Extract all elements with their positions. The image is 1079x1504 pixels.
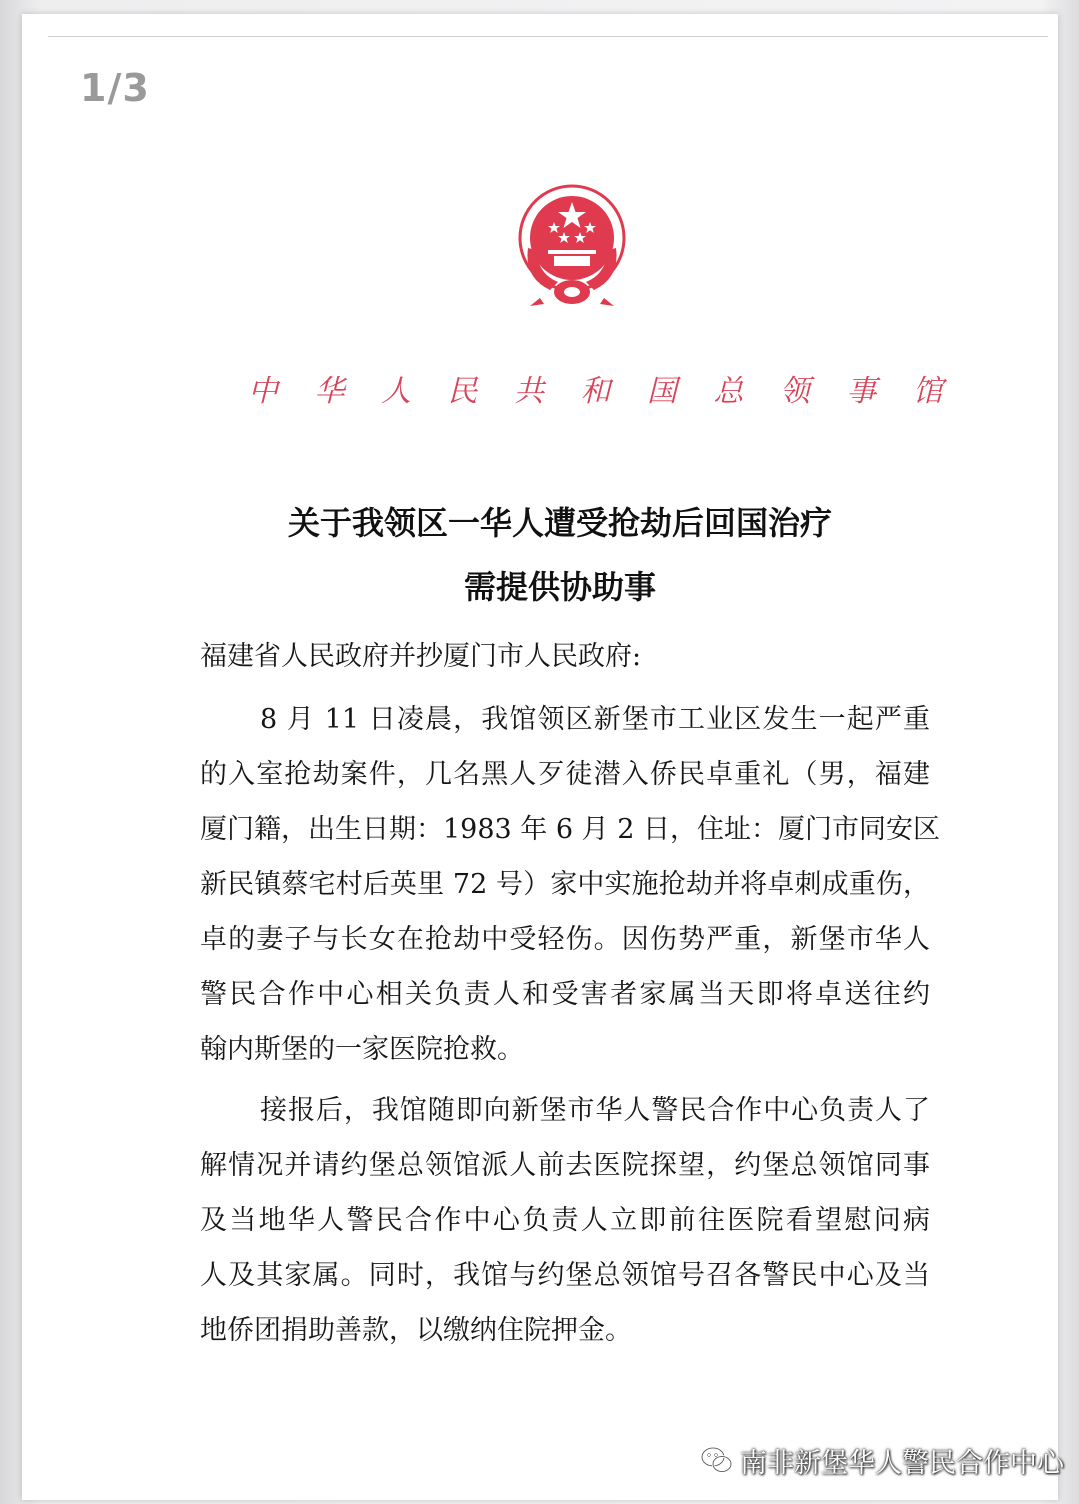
paragraph-2 [200,1083,930,1358]
paragraph-line: 的入室抢劫案件，几名黑人歹徒潜入侨民卓重礼（男，福建 [200,759,930,790]
paragraph-line: 解情况并请约堡总领馆派人前去医院探望，约堡总领馆同事 [200,1150,930,1181]
paragraph-line: 新民镇蔡宅村后英里 72 号）家中实施抢劫并将卓刺成重伤， [200,869,930,900]
paragraph-line: 8 月 11 日凌晨，我馆领区新堡市工业区发生一起严重 [260,704,930,735]
paragraph-line: 地侨团捐助善款，以缴纳住院押金。 [200,1315,632,1346]
document-title-line1: 关于我领区一华人遭受抢劫后回国治疗 [287,504,832,542]
paragraph-line: 人及其家属。同时，我馆与约堡总领馆号召各警民中心及当 [200,1260,930,1291]
consulate-letterhead: 中华人民共和国总领事馆 [248,374,980,409]
wechat-watermark [700,1438,1064,1482]
paragraph-line: 厦门籍，出生日期：1983 年 6 月 2 日，住址：厦门市同安区 [200,814,940,845]
watermark-text: 南非新堡华人警民合作中心 [740,1447,1064,1479]
paragraph-line: 警民合作中心相关负责人和受害者家属当天即将卓送往约 [200,979,930,1010]
paragraph-line: 及当地华人警民合作中心负责人立即前往医院看望慰问病 [200,1205,930,1236]
page-edge-line [48,36,1048,37]
national-emblem-icon [510,178,634,310]
paragraph-line: 卓的妻子与长女在抢劫中受轻伤。因伤势严重，新堡市华人 [200,924,930,955]
wechat-icon [700,1445,734,1475]
paragraph-1 [200,692,940,1077]
page-counter: 1/3 [80,66,150,110]
addressee: 福建省人民政府并抄厦门市人民政府: [200,641,642,672]
paragraph-line: 翰内斯堡的一家医院抢救。 [200,1034,524,1065]
document-title-line2: 需提供协助事 [463,568,656,606]
paragraph-line: 接报后，我馆随即向新堡市华人警民合作中心负责人了 [260,1095,930,1126]
